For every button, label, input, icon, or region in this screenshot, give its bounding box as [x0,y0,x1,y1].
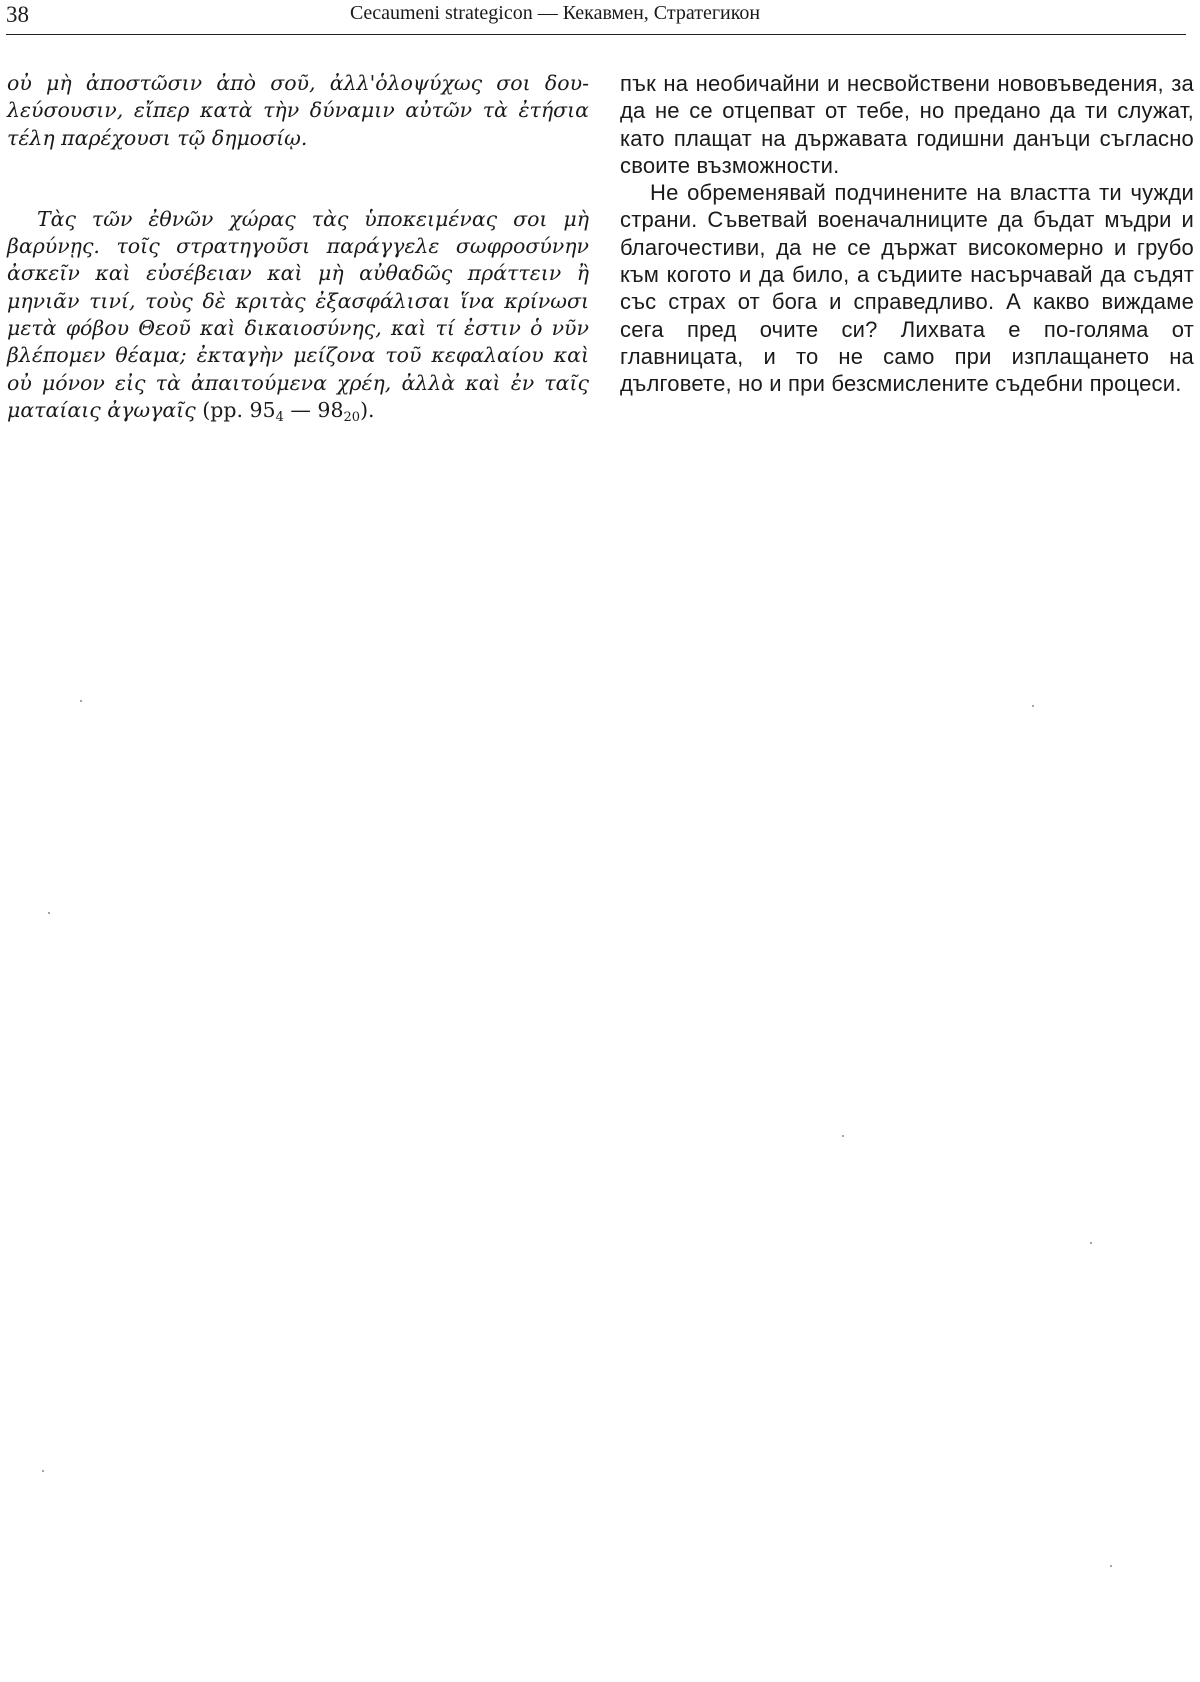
scan-speck [1032,705,1034,707]
scan-speck [1090,1242,1092,1244]
scan-speck [48,912,50,914]
running-header [6,0,1186,35]
page-citation [202,397,375,425]
bulgarian-translation-column [620,70,1194,398]
bulgarian-paragraph-2: Не обременявай подчинените на властта ти чужди страни. Съветвай военачалниците да бъдат мъдри и благочестиви, да не се държат високомерно и грубо към когото и да било, а съдиите насърчавай да съдят със страх от бога и справедливо. А какво виждаме сега пред очите си? Лихвата е по-голяма от главницата, и то не само при изплащането на дълговете, но и при безсмислените съдебни процеси. [620,180,1194,397]
citation-subscript-1: 4 [275,409,284,425]
greek-paragraph-2-text: Τὰς τῶν ἐθνῶν χώρας τὰς ὑποκειμένας σοι μὴ βαρύνῃς. τοῖς στρατηγοῦσι παράγγελε σωφροσύνην ἀσκεῖν καὶ εὐσέβειαν καὶ μὴ αὐθαδῶς πράττειν ἢ μηνιᾶν τινί, τοὺς δὲ κριτὰς ἐξασφάλισαι ἵνα κρίνωσι μετὰ φόβου Θεοῦ καὶ δικαιοσύνης, καὶ τί ἐστιν ὁ νῦν βλέπομεν θέαμα; ἐκταγὴν μείζονα τοῦ κεφαλαίου καὶ οὐ μόνον εἰς τὰ ἀπαιτούμενα χρέη, ἀλλὰ καὶ ἐν ταῖς ματαίαις ἀγωγαῖς [7,206,589,422]
citation-close: ). [360,397,375,422]
running-title: Cecaumeni strategicon — Кекавмен, Стратегикон [350,2,761,24]
greek-paragraph-1: οὐ μὴ ἀποστῶσιν ἀπὸ σοῦ, ἀλλ'ὁλοψύχως σοι δουλεύσουσιν, εἴπερ κατὰ τὴν δύναμιν αὐτῶν τὰ ἐτήσια τέλη παρέχουσι τῷ δημοσίῳ. [7,71,589,150]
bulgarian-paragraph-1: пък на необичайни и несвойствени нововъведения, за да не се отцепват от тебе, но предано да ти служат, като плащат на държавата годишни данъци съгласно своите възможности. [620,71,1194,178]
citation-subscript-2: 20 [343,409,361,425]
page-number: 38 [6,2,29,27]
scan-speck [1110,1565,1112,1567]
scan-speck [842,1135,844,1137]
citation-open: (pp. 95 [202,397,276,422]
scan-speck [80,700,82,702]
greek-text-column [7,70,589,424]
citation-dash: — 98 [283,397,344,422]
scan-speck [42,1470,44,1472]
greek-paragraph-2 [7,206,589,424]
